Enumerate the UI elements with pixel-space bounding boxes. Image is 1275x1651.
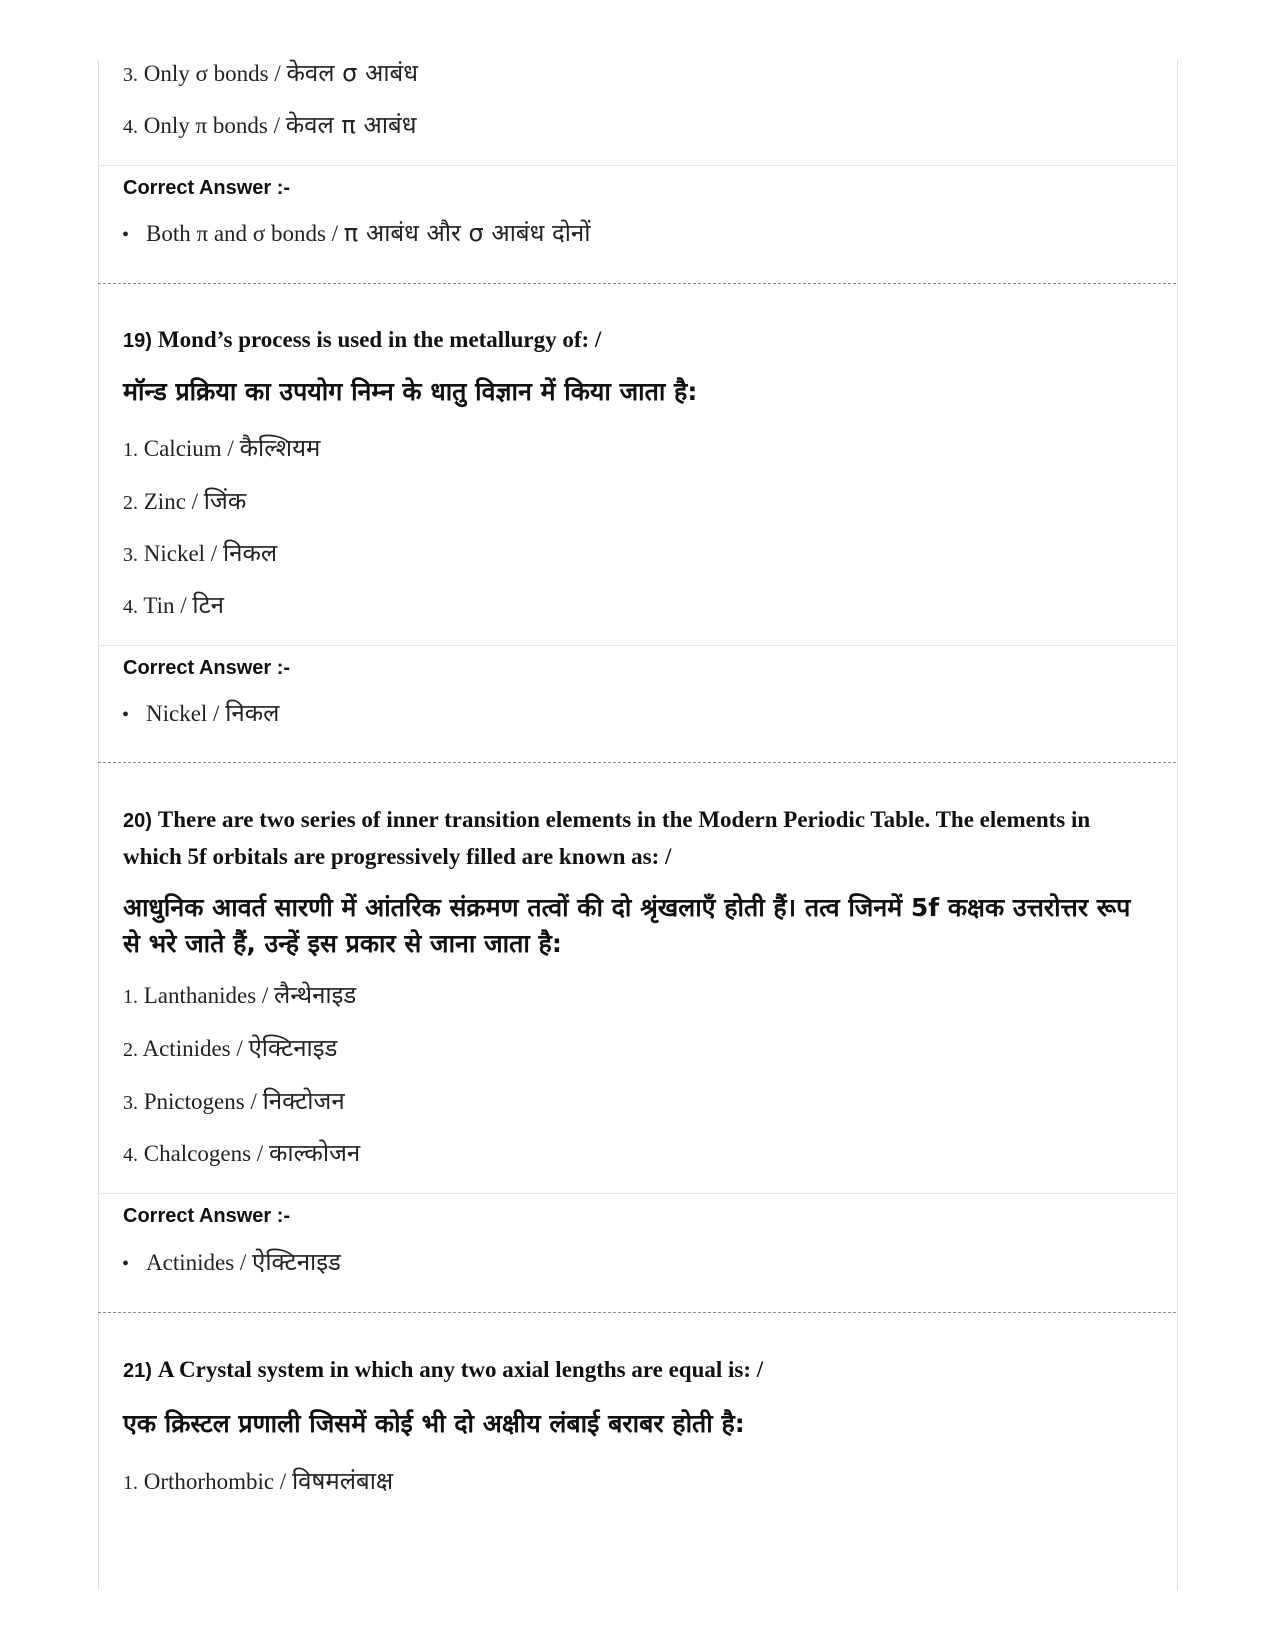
q18-option-3: 3. Only σ bonds / केवल σ आबंध: [123, 59, 419, 87]
question-separator: [98, 1312, 1176, 1313]
q20-option-4: 4. Chalcogens / काल्कोजन: [123, 1139, 361, 1167]
q20-correct-answer: • Actinides / ऐक्टिनाइड: [122, 1248, 341, 1276]
q21-question-hi: एक क्रिस्टल प्रणाली जिसमें कोई भी दो अक्षीय लंबाई बराबर होती है:: [123, 1409, 745, 1438]
q19-option-2: 2. Zinc / जिंक: [123, 487, 247, 515]
q19-option-4: 4. Tin / टिन: [123, 591, 225, 619]
q21-option-1: 1. Orthorhombic / विषमलंबाक्ष: [123, 1467, 394, 1495]
q20-question-en: 20) There are two series of inner transition elements in the Modern Periodic Table. The elements in which 5f orbitals are progressively filled are known as: /: [123, 807, 1091, 869]
question-separator: [98, 762, 1176, 763]
divider: [98, 1193, 1176, 1194]
q20-option-3: 3. Pnictogens / निक्टोजन: [123, 1087, 345, 1115]
q19-option-3: 3. Nickel / निकल: [123, 539, 278, 567]
divider: [98, 645, 1176, 646]
q19-question-en: 19) Mond’s process is used in the metallurgy of: /: [123, 327, 602, 352]
q19-option-1: 1. Calcium / कैल्शियम: [123, 434, 321, 462]
q18-option-4: 4. Only π bonds / केवल π आबंध: [123, 111, 417, 139]
q20-option-2: 2. Actinides / ऐक्टिनाइड: [123, 1034, 338, 1062]
q20-option-1: 1. Lanthanides / लैन्थेनाइड: [123, 981, 357, 1009]
q19-correct-answer: • Nickel / निकल: [122, 699, 280, 727]
q18-correct-answer: • Both π and σ bonds / π आबंध और σ आबंध दोनों: [122, 219, 591, 247]
correct-answer-label: Correct Answer :-: [123, 1205, 291, 1227]
divider: [98, 165, 1176, 166]
question-separator: [98, 283, 1176, 284]
q20-question-hi: आधुनिक आवर्त सारणी में आंतरिक संक्रमण तत्वों की दो श्रृंखलाएँ होती हैं। तत्व जिनमें 5f कक्षक उत्तरोत्तर रूप से भरे जाते हैं, उन्हें इस प्रकार से जाना जाता है:: [123, 893, 1131, 958]
correct-answer-label: Correct Answer :-: [123, 657, 291, 679]
correct-answer-label: Correct Answer :-: [123, 177, 291, 199]
q19-question-hi: मॉन्ड प्रक्रिया का उपयोग निम्न के धातु विज्ञान में किया जाता है:: [123, 377, 698, 406]
q21-question-en: 21) A Crystal system in which any two axial lengths are equal is: /: [123, 1357, 764, 1382]
